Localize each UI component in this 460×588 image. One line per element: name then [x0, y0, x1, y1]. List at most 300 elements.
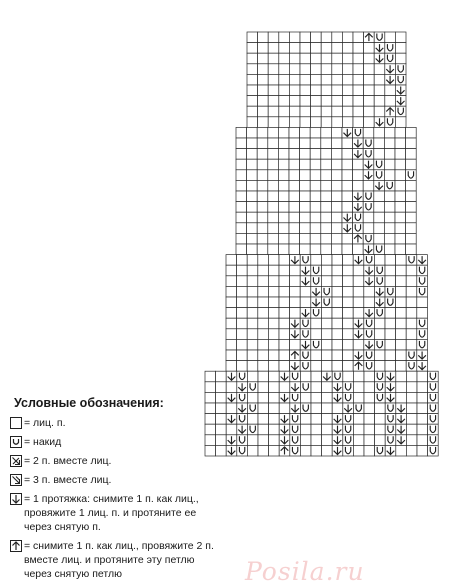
chart-cell [268, 53, 279, 64]
chart-cell [268, 96, 279, 107]
chart-cell [363, 202, 374, 213]
chart-cell [300, 223, 311, 234]
chart-cell [374, 223, 385, 234]
chart-cell [364, 435, 375, 446]
chart-cell [332, 276, 343, 287]
chart-cell [406, 371, 417, 382]
chart-cell [353, 276, 364, 287]
chart-cell [236, 138, 247, 149]
chart-cell [247, 276, 258, 287]
chart-cell [343, 339, 354, 350]
chart-cell [258, 308, 269, 319]
chart-cell [289, 202, 300, 213]
chart-cell [343, 329, 354, 340]
chart-cell [247, 424, 258, 435]
chart-cell [279, 350, 290, 361]
chart-cell [353, 32, 364, 43]
chart-cell [321, 339, 332, 350]
chart-cell [258, 43, 269, 54]
chart-cell [247, 149, 258, 160]
chart-cell [322, 435, 333, 446]
chart-cell [247, 403, 258, 414]
chart-cell [396, 286, 407, 297]
chart-cell [268, 329, 279, 340]
legend-item-yo [10, 435, 220, 449]
chart-cell [332, 106, 343, 117]
chart-cell [385, 297, 396, 308]
chart-cell [321, 350, 332, 361]
chart-cell [384, 244, 395, 255]
chart-cell [353, 382, 364, 393]
chart-cell [258, 424, 269, 435]
chart-cell [279, 117, 290, 128]
chart-cell [289, 96, 300, 107]
chart-cell [342, 138, 353, 149]
chart-cell [406, 392, 417, 403]
chart-cell [311, 265, 322, 276]
chart-cell [289, 191, 300, 202]
chart-cell [279, 403, 290, 414]
chart-cell [258, 318, 269, 329]
chart-cell [331, 223, 342, 234]
chart-cell [406, 329, 417, 340]
chart-cell [385, 318, 396, 329]
chart-cell [353, 403, 364, 414]
chart-cell [226, 424, 237, 435]
chart-cell [321, 361, 332, 372]
chart-cell [247, 392, 258, 403]
chart-cell [257, 180, 268, 191]
chart-cell [384, 149, 395, 160]
chart-cell [406, 212, 417, 223]
chart-cell [406, 127, 417, 138]
chart-cell [300, 414, 311, 425]
chart-cell [385, 308, 396, 319]
chart-cell [395, 74, 406, 85]
chart-cell [342, 32, 353, 43]
chart-cell [395, 43, 406, 54]
chart-cell [279, 297, 290, 308]
chart-cell [310, 233, 321, 244]
chart-cell [364, 392, 375, 403]
chart-cell [353, 244, 364, 255]
chart-cell [310, 149, 321, 160]
chart-cell [374, 149, 385, 160]
chart-cell [257, 233, 268, 244]
legend [10, 396, 220, 586]
chart-grid [205, 32, 438, 456]
chart-cell [311, 445, 322, 456]
chart-cell [311, 350, 322, 361]
chart-cell [236, 170, 247, 181]
chart-cell [353, 64, 364, 75]
chart-cell [396, 318, 407, 329]
chart-cell [353, 74, 364, 85]
chart-cell [279, 85, 290, 96]
chart-cell [332, 43, 343, 54]
chart-cell [258, 445, 269, 456]
chart-cell [258, 339, 269, 350]
chart-cell [374, 32, 385, 43]
chart-cell [343, 350, 354, 361]
chart-cell [342, 159, 353, 170]
chart-cell [331, 202, 342, 213]
chart-cell [406, 191, 417, 202]
chart-cell [300, 435, 311, 446]
chart-cell [343, 265, 354, 276]
chart-cell [237, 361, 248, 372]
chart-cell [257, 127, 268, 138]
chart-cell [395, 127, 406, 138]
chart-cell [342, 43, 353, 54]
chart-cell [258, 361, 269, 372]
chart-cell [311, 308, 322, 319]
chart-cell [364, 371, 375, 382]
chart-cell [384, 180, 395, 191]
chart-cell [385, 424, 396, 435]
chart-cell [247, 32, 258, 43]
chart-cell [268, 350, 279, 361]
chart-cell [321, 96, 332, 107]
chart-cell [289, 223, 300, 234]
chart-cell [364, 106, 375, 117]
chart-cell [364, 297, 375, 308]
chart-cell [343, 286, 354, 297]
chart-cell [290, 286, 301, 297]
chart-cell [342, 96, 353, 107]
chart-cell [364, 255, 375, 266]
chart-cell [406, 318, 417, 329]
chart-cell [396, 339, 407, 350]
chart-cell [278, 223, 289, 234]
chart-cell [385, 96, 396, 107]
chart-cell [342, 64, 353, 75]
chart-cell [395, 53, 406, 64]
chart-cell [278, 159, 289, 170]
chart-cell [247, 414, 258, 425]
chart-cell [236, 212, 247, 223]
chart-cell [395, 149, 406, 160]
chart-cell [406, 276, 417, 287]
chart-cell [268, 32, 279, 43]
chart-cell [311, 318, 322, 329]
chart-cell [364, 318, 375, 329]
chart-cell [247, 255, 258, 266]
chart-cell [290, 339, 301, 350]
chart-cell [247, 371, 258, 382]
chart-cell [417, 371, 428, 382]
chart-cell [343, 435, 354, 446]
watermark: Posila.ru [245, 557, 365, 586]
chart-cell [268, 191, 279, 202]
chart-cell [269, 435, 280, 446]
chart-cell [311, 117, 322, 128]
chart-cell [290, 414, 301, 425]
chart-cell [226, 265, 237, 276]
chart-cell [289, 117, 300, 128]
chart-cell [268, 233, 279, 244]
chart-cell [385, 414, 396, 425]
chart-cell [311, 64, 322, 75]
chart-cell [258, 403, 269, 414]
chart-cell [353, 85, 364, 96]
chart-cell [321, 43, 332, 54]
chart-cell [406, 223, 417, 234]
chart-cell [385, 117, 396, 128]
chart-cell [406, 202, 417, 213]
chart-cell [236, 149, 247, 160]
chart-cell [247, 127, 258, 138]
chart-cell [226, 329, 237, 340]
chart-cell [417, 297, 428, 308]
chart-cell [342, 191, 353, 202]
chart-cell [374, 318, 385, 329]
chart-cell [290, 276, 301, 287]
chart-cell [353, 297, 364, 308]
chart-cell [278, 149, 289, 160]
chart-cell [237, 371, 248, 382]
chart-cell [247, 329, 258, 340]
chart-cell [247, 43, 258, 54]
chart-cell [247, 74, 258, 85]
chart-cell [384, 159, 395, 170]
chart-cell [258, 117, 269, 128]
chart-cell [226, 339, 237, 350]
chart-cell [396, 329, 407, 340]
chart-cell [247, 85, 258, 96]
chart-cell [321, 191, 332, 202]
chart-cell [342, 202, 353, 213]
chart-cell [310, 191, 321, 202]
chart-cell [269, 382, 280, 393]
chart-cell [332, 308, 343, 319]
chart-cell [396, 350, 407, 361]
chart-cell [226, 308, 237, 319]
chart-cell [322, 414, 333, 425]
chart-cell [385, 361, 396, 372]
chart-cell [278, 233, 289, 244]
chart-cell [353, 308, 364, 319]
chart-cell [310, 244, 321, 255]
chart-cell [268, 138, 279, 149]
chart-cell [268, 149, 279, 160]
chart-cell [289, 212, 300, 223]
chart-cell [363, 191, 374, 202]
chart-cell [385, 435, 396, 446]
chart-cell [342, 244, 353, 255]
chart-cell [395, 64, 406, 75]
chart-cell [321, 318, 332, 329]
chart-cell [417, 265, 428, 276]
chart-cell [279, 96, 290, 107]
chart-cell [278, 127, 289, 138]
chart-cell [374, 127, 385, 138]
chart-cell [321, 255, 332, 266]
chart-cell [300, 244, 311, 255]
chart-cell [300, 127, 311, 138]
chart-cell [300, 445, 311, 456]
chart-cell [406, 159, 417, 170]
chart-cell [374, 265, 385, 276]
chart-cell [321, 329, 332, 340]
chart-cell [375, 382, 386, 393]
chart-cell [396, 445, 407, 456]
chart-cell [364, 424, 375, 435]
chart-cell [257, 212, 268, 223]
chart-cell [395, 212, 406, 223]
chart-cell [374, 159, 385, 170]
chart-cell [321, 297, 332, 308]
chart-cell [258, 53, 269, 64]
chart-cell [374, 350, 385, 361]
chart-cell [237, 435, 248, 446]
chart-cell [353, 392, 364, 403]
chart-cell [364, 414, 375, 425]
chart-cell [321, 170, 332, 181]
chart-cell [428, 382, 439, 393]
chart-cell [310, 202, 321, 213]
chart-cell [289, 138, 300, 149]
chart-cell [321, 159, 332, 170]
chart-cell [269, 445, 280, 456]
chart-cell [237, 414, 248, 425]
chart-cell [353, 414, 364, 425]
chart-cell [247, 96, 258, 107]
chart-cell [279, 382, 290, 393]
chart-cell [268, 244, 279, 255]
chart-cell [374, 244, 385, 255]
chart-cell [290, 297, 301, 308]
chart-cell [278, 212, 289, 223]
chart-cell [375, 424, 386, 435]
chart-cell [374, 138, 385, 149]
chart-cell [290, 435, 301, 446]
chart-cell [247, 138, 258, 149]
chart-cell [300, 106, 311, 117]
chart-cell [353, 159, 364, 170]
chart-cell [247, 435, 258, 446]
chart-cell [374, 361, 385, 372]
chart-cell [258, 74, 269, 85]
legend-label-k2tog: = 2 п. вместе лиц. [24, 455, 112, 467]
chart-cell [374, 276, 385, 287]
chart-cell [310, 212, 321, 223]
chart-cell [343, 318, 354, 329]
chart-cell [247, 106, 258, 117]
chart-cell [384, 191, 395, 202]
chart-cell [406, 403, 417, 414]
chart-cell [311, 329, 322, 340]
chart-cell [237, 339, 248, 350]
chart-cell [364, 74, 375, 85]
chart-cell [310, 180, 321, 191]
chart-cell [300, 64, 311, 75]
chart-cell [311, 361, 322, 372]
chart-cell [300, 191, 311, 202]
chart-cell [332, 286, 343, 297]
chart-cell [332, 297, 343, 308]
legend-item-ssk [10, 492, 220, 534]
chart-cell [374, 202, 385, 213]
chart-cell [353, 53, 364, 64]
chart-cell [268, 276, 279, 287]
chart-cell [237, 265, 248, 276]
chart-cell [406, 308, 417, 319]
chart-cell [300, 32, 311, 43]
chart-cell [247, 53, 258, 64]
chart-cell [226, 286, 237, 297]
chart-cell [236, 180, 247, 191]
chart-cell [363, 149, 374, 160]
chart-cell [374, 329, 385, 340]
chart-cell [300, 382, 311, 393]
chart-cell [278, 180, 289, 191]
chart-cell [364, 403, 375, 414]
chart-cell [268, 339, 279, 350]
chart-cell [363, 138, 374, 149]
chart-cell [311, 414, 322, 425]
chart-cell [406, 138, 417, 149]
chart-cell [331, 170, 342, 181]
chart-cell [342, 74, 353, 85]
chart-cell [247, 339, 258, 350]
chart-cell [258, 435, 269, 446]
chart-cell [268, 43, 279, 54]
chart-cell [331, 127, 342, 138]
chart-cell [247, 191, 258, 202]
chart-cell [374, 106, 385, 117]
chart-cell [289, 149, 300, 160]
chart-cell [258, 414, 269, 425]
chart-cell [385, 85, 396, 96]
chart-cell [300, 233, 311, 244]
chart-cell [353, 117, 364, 128]
chart-cell [300, 170, 311, 181]
chart-cell [258, 85, 269, 96]
chart-cell [269, 392, 280, 403]
chart-cell [342, 233, 353, 244]
chart-cell [385, 53, 396, 64]
chart-cell [395, 106, 406, 117]
chart-cell [236, 233, 247, 244]
chart-cell [406, 435, 417, 446]
chart-cell [226, 255, 237, 266]
chart-cell [289, 106, 300, 117]
chart-cell [247, 286, 258, 297]
chart-cell [237, 276, 248, 287]
chart-cell [364, 382, 375, 393]
chart-cell [290, 424, 301, 435]
chart-cell [353, 96, 364, 107]
chart-cell [311, 382, 322, 393]
chart-cell [332, 255, 343, 266]
chart-cell [278, 202, 289, 213]
chart-cell [332, 318, 343, 329]
chart-cell [236, 223, 247, 234]
chart-cell [395, 170, 406, 181]
chart-cell [331, 149, 342, 160]
chart-cell [342, 53, 353, 64]
chart-cell [247, 233, 258, 244]
chart-cell [279, 74, 290, 85]
chart-cell [216, 371, 227, 382]
chart-cell [384, 212, 395, 223]
chart-cell [343, 382, 354, 393]
chart-cell [417, 329, 428, 340]
chart-cell [363, 233, 374, 244]
chart-cell [417, 339, 428, 350]
chart-cell [322, 424, 333, 435]
